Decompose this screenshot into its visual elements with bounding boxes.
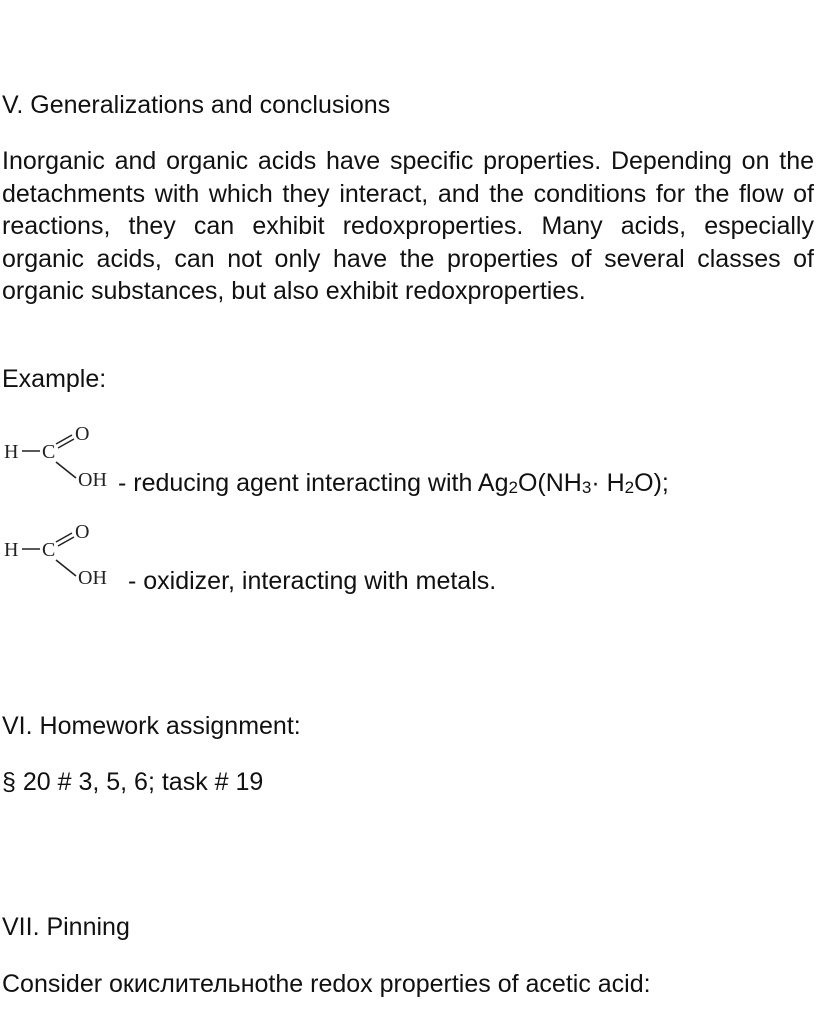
reaction-1-sub-3: 2 [624, 478, 635, 497]
reaction-2-text: - oxidizer, interacting with metals. [128, 567, 497, 595]
section-5-heading: V. Generalizations and conclusions [2, 91, 391, 119]
reaction-1-sub-2: 3 [581, 478, 592, 497]
reaction-1-prefix: - reducing agent interacting with Ag [118, 469, 509, 497]
hydroxyl-label: OH [78, 567, 107, 589]
section-5-paragraph: Inorganic and organic acids have specific properties. Depending on the detachments with which they interact, and the conditions for the flow of reactions, they can exhibit redoxproperties. Many acids, especially organic acids, can not only have the properties of several classes of organic substances, but also exhibit redoxproperties. [2, 147, 814, 305]
carbon-label: C [42, 441, 56, 463]
reaction-1-mid-2: · H [591, 469, 625, 497]
carbon-label: C [42, 539, 56, 561]
formic-acid-structure-2 [0, 518, 120, 601]
section-7-heading: VII. Pinning [2, 913, 130, 941]
reaction-1-suffix: O); [634, 469, 669, 497]
section-6-heading: VI. Homework assignment: [2, 712, 301, 740]
formic-acid-structure-1 [0, 418, 120, 501]
oxygen-label: O [75, 521, 90, 543]
oxygen-label: O [75, 423, 90, 445]
example-label: Example: [2, 365, 107, 393]
reaction-1-text [118, 467, 669, 499]
homework-task: § 20 # 3, 5, 6; task # 19 [2, 768, 264, 796]
hydroxyl-label: OH [78, 469, 107, 491]
section-7-text: Consider окислительноthe redox properties of acetic acid: [2, 970, 651, 998]
reaction-1-mid-1: O(NH [517, 469, 582, 497]
reaction-1-sub-1: 2 [508, 478, 518, 497]
hydrogen-label: H [4, 441, 19, 463]
hydrogen-label: H [4, 539, 19, 561]
